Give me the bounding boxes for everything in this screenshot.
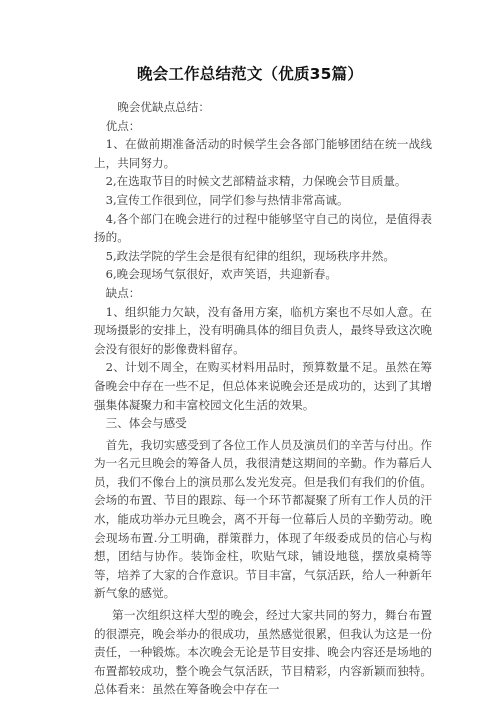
document-body <box>94 98 432 699</box>
disadvantage-item-2: 2、计划不周全，在购买材料用品时，预算数量不足。虽然在筹备晚会中存在一些不足，但总体来说晚会还是成功的，达到了其增强集体凝聚力和丰富校园文化生活的效果。 <box>94 360 432 412</box>
disadvantage-item-1: 1、组织能力欠缺，没有备用方案，临机方案也不尽如人意。在现场摄影的安排上，没有明确具体的细目负责人，最终导致这次晚会没有很好的影像费料留存。 <box>94 304 432 356</box>
section-heading-3: 三、体会与感受 <box>105 416 187 431</box>
advantage-item-3: 3,宣传工作很到位，同学们参与热情非常高诚。 <box>105 192 349 207</box>
body-paragraph-2: 第一次组织这样大型的晚会，经过大家共同的努力，舞台布置的很漂亮，晚会举办的很成功，虽然感觉很累，但我认为这是一份责任，一种锻炼。本次晚会无论是节目安排、晚会内容还是场地的布置都较成功，整个晚会气氛活跃，节目精彩，内容新颖而独特。总体看来：虽然在筹备晚会中存在一 <box>94 608 432 697</box>
document-title: 晚会工作总结范文（优质35篇） <box>136 65 364 83</box>
advantage-item-2: 2,在选取节目的时候文艺部精益求精，力保晚会节目质量。 <box>105 174 407 189</box>
body-paragraph-1: 首先，我切实感受到了各位工作人员及演员们的辛苦与付出。作为一名元旦晚会的筹备人员，我很清楚这期间的辛勤。作为幕后人员，我们不像台上的演员那么发光发亮。但是我们有我们的价值。会场的布置、节目的跟踪、每一个环节都凝聚了所有工作人员的汗水，能成功举办元旦晚会，离不开每一位幕后人员的辛勤劳动。晚会现场布置.分工明确，群策群力，体现了年级委成员的信心与构想，团结与协作。装饰金柱，吹贴气球，铺设地毯，摆放桌椅等等，培养了大家的合作意识。节目丰富，气氛活跃，给人一种新年新气象的感觉。 <box>94 437 432 601</box>
advantages-heading: 优点： <box>105 118 141 133</box>
advantage-item-5: 5,政法学院的学生会是很有纪律的组织，现场秩序井然。 <box>105 248 395 263</box>
summary-heading: 晚会优缺点总结： <box>117 100 210 114</box>
advantage-item-4: 4,各个部门在晚会进行的过程中能够坚守自己的岗位，是值得表扬的。 <box>94 211 432 245</box>
advantage-item-6: 6,晚会现场气氛很好，欢声笑语，共迎新春。 <box>105 267 337 282</box>
disadvantages-heading: 缺点： <box>105 285 141 300</box>
advantage-item-1: 1、在做前期准备活动的时候学生会各部门能够团结在统一战线上，共同努力。 <box>94 137 432 170</box>
